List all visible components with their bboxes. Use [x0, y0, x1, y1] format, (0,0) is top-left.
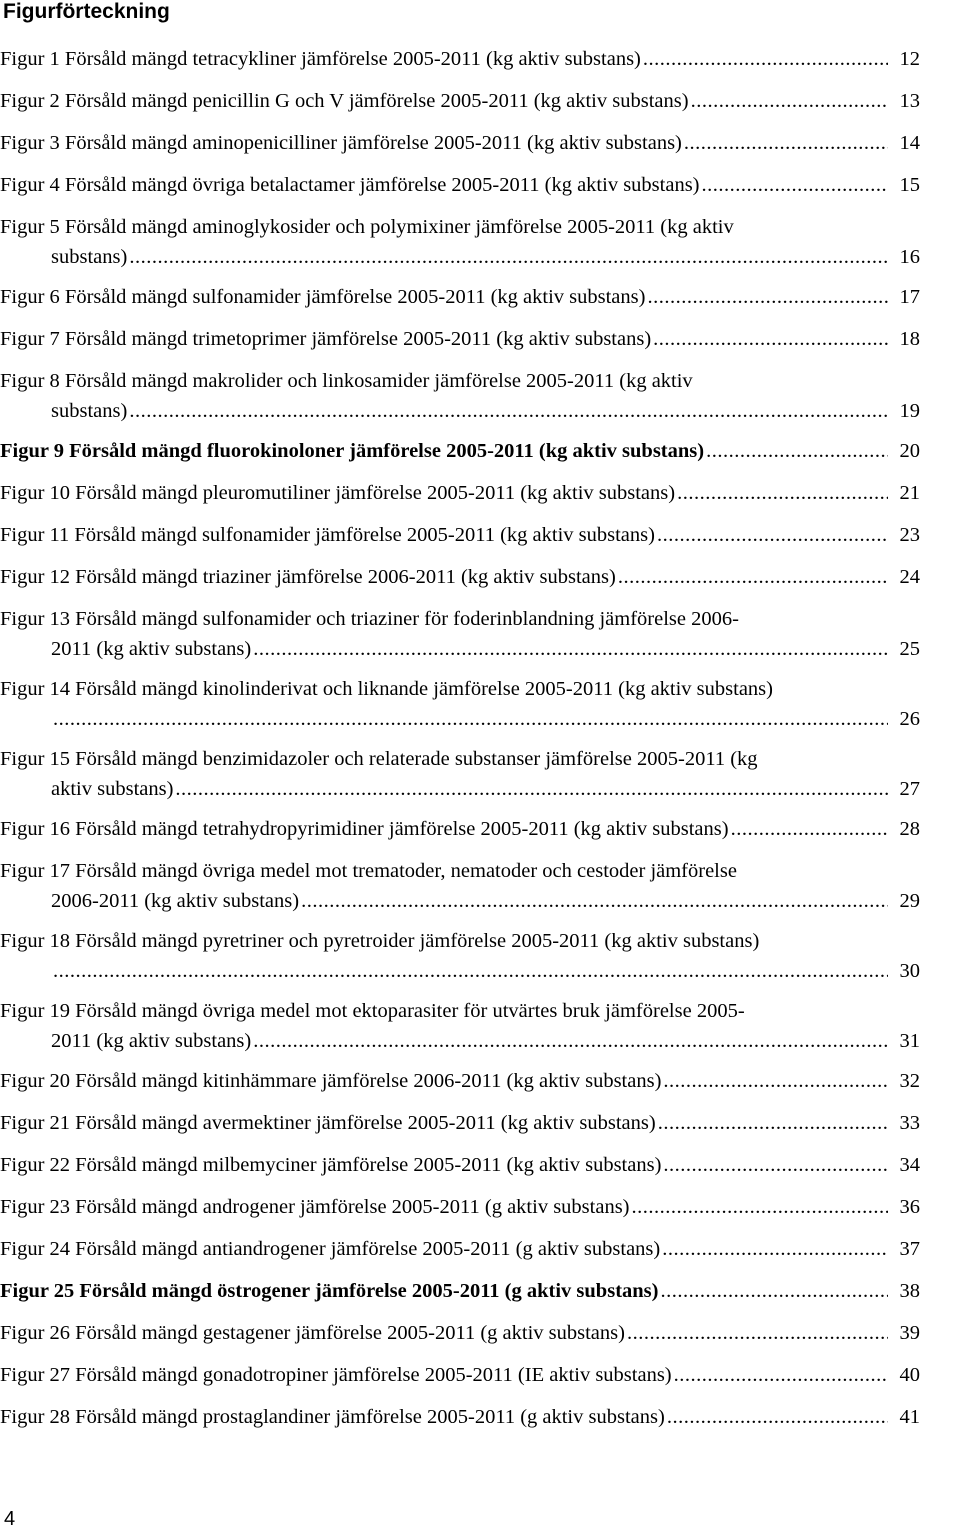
toc-entry[interactable]: [0, 856, 960, 916]
toc-page-number: 26: [899, 708, 920, 730]
toc-page-number: 39: [899, 1322, 920, 1344]
toc-entry[interactable]: [0, 1108, 960, 1138]
toc-page-number: 27: [899, 778, 920, 800]
toc-entry-title: Figur 15 Försåld mängd benzimidazoler och relaterade substanser jämförelse 2005-2011 (kg: [0, 748, 758, 770]
toc-page-number: 41: [899, 1406, 920, 1428]
toc-entry-title: Figur 5 Försåld mängd aminoglykosider och polymixiner jämförelse 2005-2011 (kg aktiv: [0, 216, 734, 238]
toc-entry[interactable]: [0, 744, 960, 804]
toc-entry-title: Figur 23 Försåld mängd androgener jämförelse 2005-2011 (g aktiv substans): [0, 1196, 630, 1218]
toc-entry-title: aktiv substans): [51, 778, 174, 800]
toc-page-number: 33: [899, 1112, 920, 1134]
toc-entry-title: Figur 11 Försåld mängd sulfonamider jämförelse 2005-2011 (kg aktiv substans): [0, 524, 655, 546]
toc-entry-title: Figur 9 Försåld mängd fluorokinoloner jämförelse 2005-2011 (kg aktiv substans): [0, 440, 705, 462]
toc-entry[interactable]: [0, 926, 960, 986]
toc-page-number: 16: [899, 246, 920, 268]
toc-entry[interactable]: [0, 86, 960, 116]
toc-entry[interactable]: [0, 366, 960, 426]
dot-leader: [129, 242, 888, 272]
dot-leader: [731, 814, 888, 844]
toc-entry-title: substans): [51, 246, 128, 268]
toc-entry-title: Figur 13 Försåld mängd sulfonamider och triaziner för foderinblandning jämförelse 2006-: [0, 608, 739, 630]
toc-page-number: 32: [899, 1070, 920, 1092]
toc-page-number: 38: [899, 1280, 920, 1302]
dot-leader: [53, 956, 888, 986]
toc-entry-title: Figur 2 Försåld mängd penicillin G och V jämförelse 2005-2011 (kg aktiv substans): [0, 90, 689, 112]
dot-leader: [663, 1150, 888, 1180]
toc-entry[interactable]: [0, 282, 960, 312]
dot-leader: [667, 1402, 888, 1432]
toc-entry[interactable]: [0, 520, 960, 550]
dot-leader: [662, 1234, 888, 1264]
toc-page-number: 30: [899, 960, 920, 982]
dot-leader: [674, 1360, 888, 1390]
toc-page-number: 25: [899, 638, 920, 660]
dot-leader: [684, 128, 888, 158]
toc-entry[interactable]: [0, 436, 960, 466]
toc-heading: Figurförteckning: [3, 0, 170, 23]
toc-page-number: 14: [899, 132, 920, 154]
figure-list: [0, 44, 960, 1444]
toc-page-number: 24: [899, 566, 920, 588]
dot-leader: [301, 886, 888, 916]
toc-entry[interactable]: [0, 674, 960, 734]
toc-entry[interactable]: [0, 44, 960, 74]
toc-entry[interactable]: [0, 1402, 960, 1432]
toc-entry-title: Figur 1 Försåld mängd tetracykliner jämförelse 2005-2011 (kg aktiv substans): [0, 48, 641, 70]
toc-page-number: 36: [899, 1196, 920, 1218]
dot-leader: [253, 634, 888, 664]
toc-page-number: 12: [899, 48, 920, 70]
dot-leader: [706, 436, 888, 466]
toc-page-number: 34: [899, 1154, 920, 1176]
toc-entry-title: Figur 12 Försåld mängd triaziner jämförelse 2006-2011 (kg aktiv substans): [0, 566, 616, 588]
toc-page-number: 18: [899, 328, 920, 350]
toc-entry-title: Figur 21 Försåld mängd avermektiner jämförelse 2005-2011 (kg aktiv substans): [0, 1112, 656, 1134]
toc-entry-title: substans): [51, 400, 128, 422]
toc-entry-title: Figur 26 Försåld mängd gestagener jämförelse 2005-2011 (g aktiv substans): [0, 1322, 625, 1344]
toc-entry[interactable]: [0, 562, 960, 592]
toc-page-number: 21: [899, 482, 920, 504]
toc-page-number: 31: [899, 1030, 920, 1052]
toc-entry-title: 2011 (kg aktiv substans): [51, 638, 252, 660]
toc-entry[interactable]: [0, 1192, 960, 1222]
toc-entry-title: Figur 28 Försåld mängd prostaglandiner jämförelse 2005-2011 (g aktiv substans): [0, 1406, 665, 1428]
dot-leader: [663, 1066, 888, 1096]
dot-leader: [632, 1192, 889, 1222]
toc-entry-title: Figur 18 Försåld mängd pyretriner och pyretroider jämförelse 2005-2011 (kg aktiv substans): [0, 930, 760, 952]
toc-entry-title: Figur 6 Försåld mängd sulfonamider jämförelse 2005-2011 (kg aktiv substans): [0, 286, 646, 308]
dot-leader: [657, 520, 888, 550]
toc-entry-title: Figur 20 Försåld mängd kitinhämmare jämförelse 2006-2011 (kg aktiv substans): [0, 1070, 662, 1092]
toc-page-number: 19: [899, 400, 920, 422]
toc-entry-title: Figur 4 Försåld mängd övriga betalactamer jämförelse 2005-2011 (kg aktiv substans): [0, 174, 700, 196]
toc-entry[interactable]: [0, 604, 960, 664]
toc-entry-title: Figur 8 Försåld mängd makrolider och linkosamider jämförelse 2005-2011 (kg aktiv: [0, 370, 693, 392]
dot-leader: [618, 562, 888, 592]
toc-entry-title: 2011 (kg aktiv substans): [51, 1030, 252, 1052]
dot-leader: [658, 1108, 888, 1138]
toc-page-number: 28: [899, 818, 920, 840]
toc-entry[interactable]: [0, 128, 960, 158]
toc-entry[interactable]: [0, 1360, 960, 1390]
toc-entry-title: Figur 24 Försåld mängd antiandrogener jämförelse 2005-2011 (g aktiv substans): [0, 1238, 661, 1260]
dot-leader: [702, 170, 889, 200]
toc-page-number: 37: [899, 1238, 920, 1260]
dot-leader: [691, 86, 888, 116]
toc-entry[interactable]: [0, 996, 960, 1056]
dot-leader: [175, 774, 888, 804]
toc-entry[interactable]: [0, 1276, 960, 1306]
toc-entry-title: Figur 14 Försåld mängd kinolinderivat och liknande jämförelse 2005-2011 (kg aktiv substans): [0, 678, 773, 700]
toc-page-number: 15: [899, 174, 920, 196]
toc-entry[interactable]: [0, 324, 960, 354]
toc-entry[interactable]: [0, 170, 960, 200]
toc-entry-title: 2006-2011 (kg aktiv substans): [51, 890, 300, 912]
dot-leader: [677, 478, 888, 508]
toc-entry-title: Figur 16 Försåld mängd tetrahydropyrimidiner jämförelse 2005-2011 (kg aktiv substans): [0, 818, 729, 840]
toc-page-number: 40: [899, 1364, 920, 1386]
toc-entry-title: Figur 19 Försåld mängd övriga medel mot ektoparasiter för utvärtes bruk jämförelse 2005-: [0, 1000, 745, 1022]
toc-entry[interactable]: [0, 212, 960, 272]
dot-leader: [53, 704, 888, 734]
dot-leader: [653, 324, 888, 354]
toc-entry-title: Figur 27 Försåld mängd gonadotropiner jämförelse 2005-2011 (IE aktiv substans): [0, 1364, 672, 1386]
page-number: 4: [4, 1508, 16, 1530]
toc-entry[interactable]: [0, 1066, 960, 1096]
toc-page-number: 17: [899, 286, 920, 308]
dot-leader: [129, 396, 888, 426]
toc-entry-title: Figur 3 Försåld mängd aminopenicilliner jämförelse 2005-2011 (kg aktiv substans): [0, 132, 682, 154]
toc-entry[interactable]: [0, 814, 960, 844]
toc-entry-title: Figur 22 Försåld mängd milbemyciner jämförelse 2005-2011 (kg aktiv substans): [0, 1154, 662, 1176]
toc-entry[interactable]: [0, 478, 960, 508]
dot-leader: [627, 1318, 888, 1348]
toc-page-number: 23: [899, 524, 920, 546]
toc-entry[interactable]: [0, 1318, 960, 1348]
toc-entry[interactable]: [0, 1234, 960, 1264]
dot-leader: [643, 44, 888, 74]
toc-entry-title: Figur 17 Försåld mängd övriga medel mot trematoder, nematoder och cestoder jämförelse: [0, 860, 737, 882]
toc-entry-title: Figur 7 Försåld mängd trimetoprimer jämförelse 2005-2011 (kg aktiv substans): [0, 328, 652, 350]
toc-entry[interactable]: [0, 1150, 960, 1180]
dot-leader: [647, 282, 888, 312]
toc-page-number: 13: [899, 90, 920, 112]
dot-leader: [660, 1276, 888, 1306]
toc-entry-title: Figur 10 Försåld mängd pleuromutiliner jämförelse 2005-2011 (kg aktiv substans): [0, 482, 676, 504]
toc-page-number: 29: [899, 890, 920, 912]
dot-leader: [253, 1026, 888, 1056]
toc-entry-title: Figur 25 Försåld mängd östrogener jämförelse 2005-2011 (g aktiv substans): [0, 1280, 659, 1302]
toc-page-number: 20: [899, 440, 920, 462]
